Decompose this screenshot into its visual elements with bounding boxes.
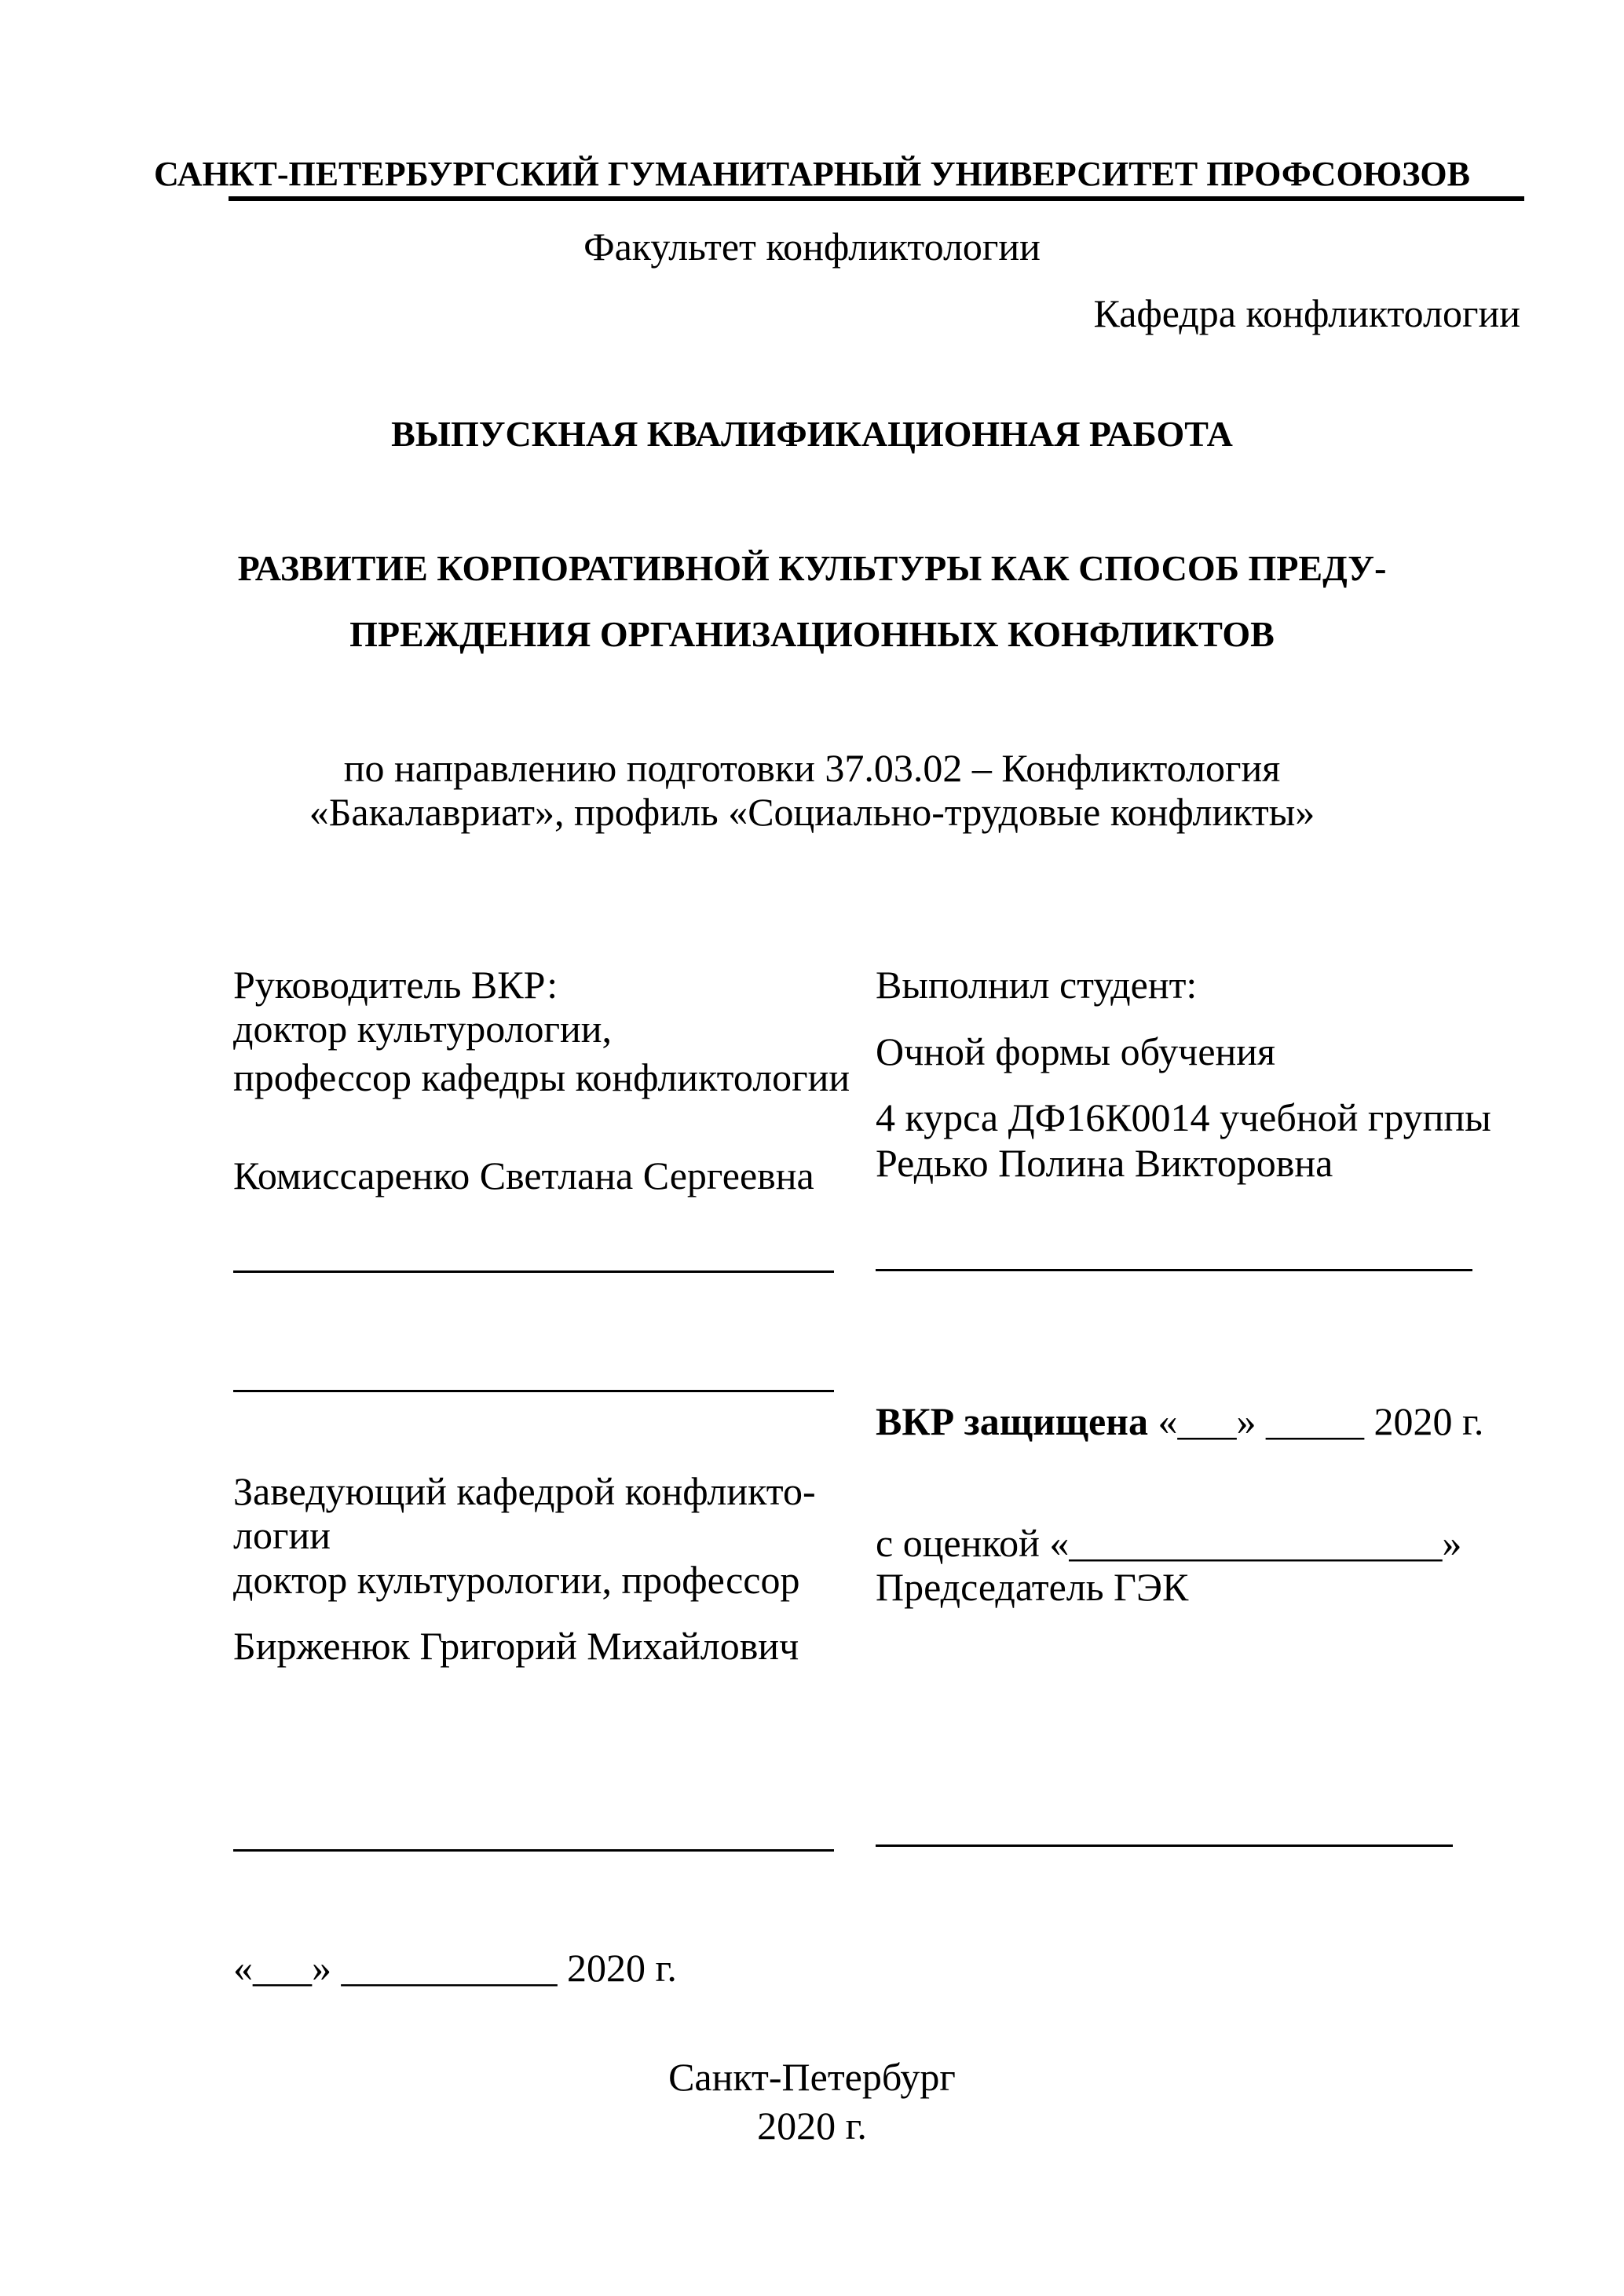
student-name: Редько Полина Викторовна [876,1141,1333,1185]
supervisor-position: профессор кафедры конфликтологии [233,1055,850,1099]
head-degree: доктор культурологии, профессор [233,1558,800,1602]
supervisor-label: Руководитель ВКР: [233,963,558,1007]
department: Кафедра конфликтологии [1093,291,1520,335]
student-signature-line [876,1269,1472,1271]
work-type: ВЫПУСКНАЯ КВАЛИФИКАЦИОННАЯ РАБОТА [391,414,1233,454]
grade-line: с оценкой «___________________» [876,1521,1462,1565]
date-line: «___» ___________ 2020 г. [233,1946,677,1990]
student-group: 4 курса ДФ16К0014 учебной группы [876,1095,1491,1139]
city: Санкт-Петербург [668,2055,956,2099]
supervisor-signature-line [233,1270,834,1273]
signature-line [233,1390,834,1392]
thesis-title-line-1: РАЗВИТИЕ КОРПОРАТИВНОЙ КУЛЬТУРЫ КАК СПОСОБ ПРЕДУ- [237,548,1387,588]
head-signature-line [233,1849,834,1852]
supervisor-degree: доктор культурологии, [233,1007,613,1051]
defense-line [876,1398,1483,1445]
university-name: САНКТ-ПЕТЕРБУРГСКИЙ ГУМАНИТАРНЫЙ УНИВЕРСИТЕТ ПРОФСОЮЗОВ [153,155,1471,193]
supervisor-name: Комиссаренко Светлана Сергеевна [233,1153,814,1197]
thesis-title-line-2: ПРЕЖДЕНИЯ ОРГАНИЗАЦИОННЫХ КОНФЛИКТОВ [349,614,1275,654]
direction: по направлению подготовки 37.03.02 – Конфликтология [343,746,1281,790]
head-title-line-1: Заведующий кафедрой конфликто- [233,1469,816,1513]
chair-signature-line [876,1844,1453,1847]
head-title-line-2: логии [233,1513,331,1557]
defense-date: «___» _____ 2020 г. [1147,1399,1484,1443]
year: 2020 г. [757,2104,867,2148]
faculty: Факультет конфликтологии [583,225,1041,269]
defense-bold: ВКР защищена [876,1399,1148,1443]
chair-label: Председатель ГЭК [876,1565,1189,1609]
head-name: Бирженюк Григорий Михайлович [233,1624,799,1668]
header-rule [229,196,1524,201]
profile: «Бакалавриат», профиль «Социально-трудовые конфликты» [309,790,1315,834]
student-label: Выполнил студент: [876,963,1198,1007]
student-form: Очной формы обучения [876,1029,1276,1073]
